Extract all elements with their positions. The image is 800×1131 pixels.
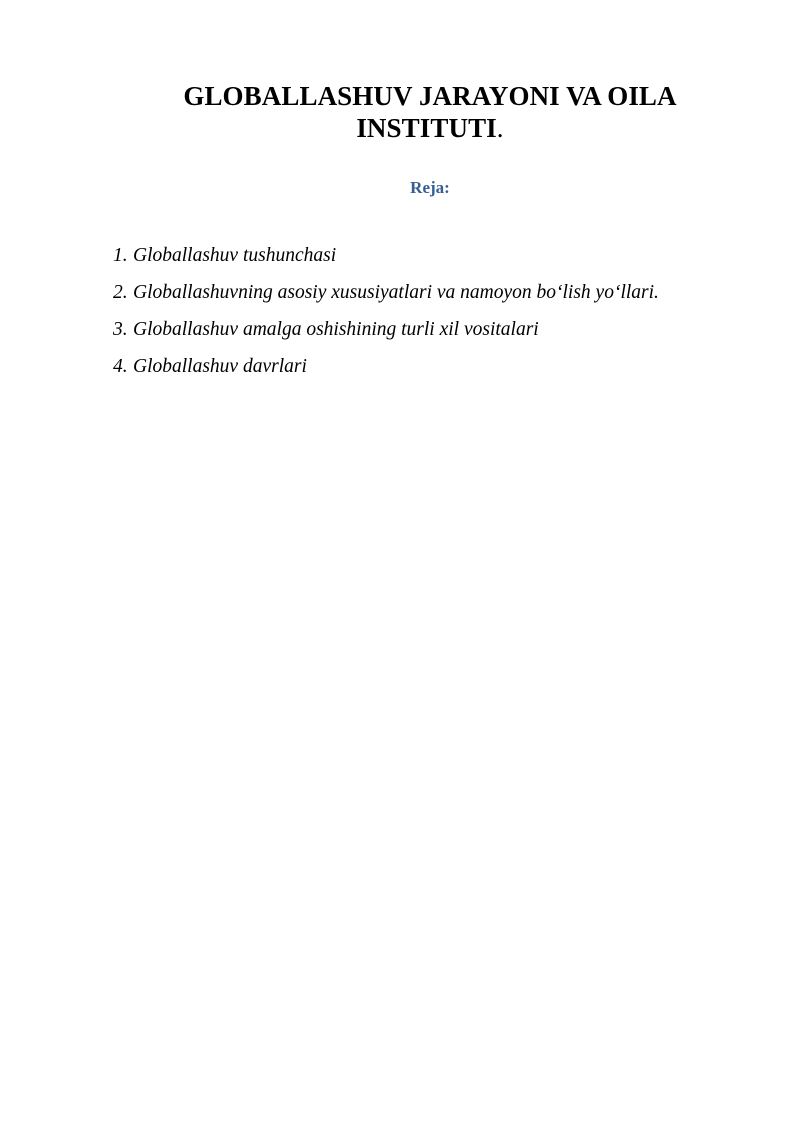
plan-item-number: 2. <box>113 282 128 303</box>
plan-item-text: Globallashuv tushunchasi <box>133 245 337 266</box>
plan-list <box>113 244 753 392</box>
plan-item-1 <box>113 244 753 268</box>
document-title <box>130 80 730 144</box>
plan-item-4 <box>113 355 753 379</box>
plan-item-number: 4. <box>113 356 128 377</box>
plan-item-number: 3. <box>113 319 128 340</box>
plan-item-3 <box>113 318 753 342</box>
plan-item-text: Globallashuv amalga oshishining turli xil vositalari <box>133 319 539 340</box>
plan-item-number: 1. <box>113 245 128 266</box>
plan-item-2 <box>113 281 753 305</box>
document-title-period: . <box>496 113 504 143</box>
document-title-text: GLOBALLASHUV JARAYONI VA OILA INSTITUTI <box>183 81 677 143</box>
plan-heading: Reja: <box>410 178 450 197</box>
plan-item-text: Globallashuv davrlari <box>133 356 307 377</box>
plan-item-text: Globallashuvning asosiy xususiyatlari va namoyon bo‘lish yo‘llari. <box>133 282 659 303</box>
